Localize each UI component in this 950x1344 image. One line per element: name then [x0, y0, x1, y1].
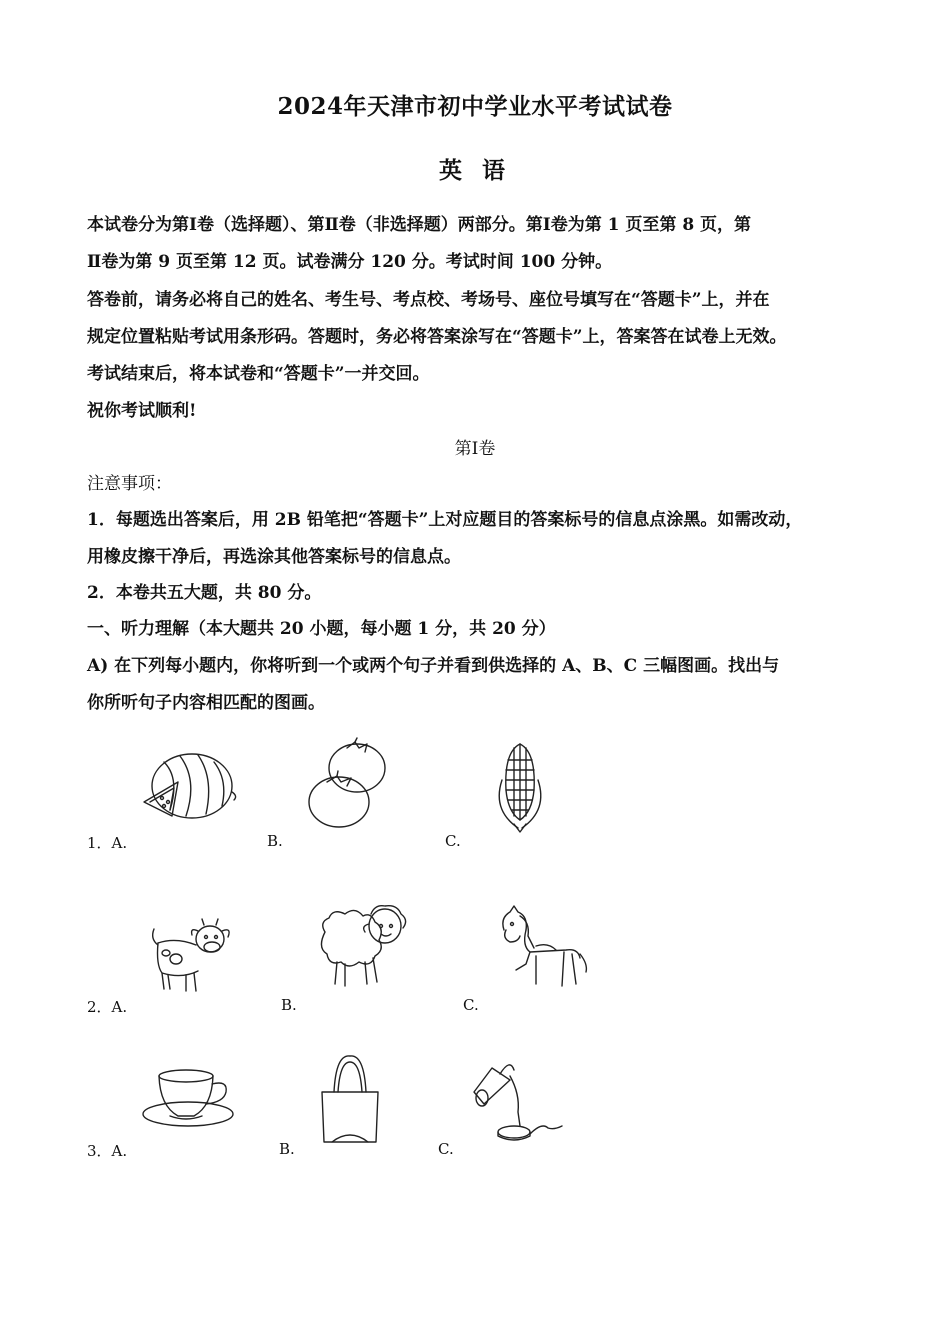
q2-option-c-label: C. — [463, 996, 479, 1014]
q1-option-c-label: C. — [445, 832, 461, 850]
q1-option-b-label: B. — [267, 832, 283, 850]
notes-title: 注意事项： — [87, 474, 172, 494]
cup-icon — [140, 1066, 235, 1134]
tomato-icon — [305, 738, 390, 834]
q3-label: 3．A. — [87, 1142, 128, 1160]
corn-icon — [488, 740, 553, 839]
intro-line-4: 规定位置粘贴考试用条形码。答题时，务必将答案涂写在“答题卡”上，答案答在试卷上无效。 — [87, 327, 787, 347]
bag-icon — [318, 1054, 382, 1150]
q3-option-b-label: B. — [279, 1140, 295, 1158]
wish-line: 祝你考试顺利! — [87, 401, 197, 421]
part-a-line-1: A) 在下列每小题内，你将听到一个或两个句子并看到供选择的 A、B、C 三幅图画。找出与 — [87, 656, 780, 676]
note-2: 2．本卷共五大题，共 80 分。 — [87, 583, 322, 603]
intro-line-5: 考试结束后，将本试卷和“答题卡”一并交回。 — [87, 364, 430, 384]
intro-line-2: Ⅱ卷为第 9 页至第 12 页。试卷满分 120 分。考试时间 100 分钟。 — [87, 252, 613, 272]
q2-option-b-label: B. — [281, 996, 297, 1014]
watermelon-icon — [140, 748, 240, 824]
q3-option-c-label: C. — [438, 1140, 454, 1158]
lamp-icon — [470, 1054, 564, 1148]
intro-line-3: 答卷前，请务必将自己的姓名、考生号、考点校、考场号、座位号填写在“答题卡”上，并在 — [87, 290, 770, 310]
section-1-title: 一、听力理解（本大题共 20 小题，每小题 1 分，共 20 分） — [87, 619, 556, 639]
part-a-line-2: 你所听句子内容相匹配的图画。 — [87, 693, 325, 713]
cow-icon — [146, 915, 232, 999]
intro-line-1: 本试卷分为第Ⅰ卷（选择题）、第Ⅱ卷（非选择题）两部分。第Ⅰ卷为第 1 页至第 8 页，第 — [87, 215, 752, 235]
subject-title: 英 语 — [438, 157, 511, 184]
sheep-icon — [315, 902, 410, 992]
q1-label: 1．A. — [87, 834, 128, 852]
volume-heading: 第Ⅰ卷 — [454, 439, 496, 459]
note-1-line-1: 1．每题选出答案后，用 2B 铅笔把“答题卡”上对应题目的答案标号的信息点涂黑。如需改动， — [87, 510, 803, 530]
q2-label: 2．A. — [87, 998, 128, 1016]
horse-icon — [496, 906, 591, 998]
note-1-line-2: 用橡皮擦干净后，再选涂其他答案标号的信息点。 — [87, 547, 461, 567]
exam-title: 2024年天津市初中学业水平考试试卷 — [277, 93, 673, 120]
